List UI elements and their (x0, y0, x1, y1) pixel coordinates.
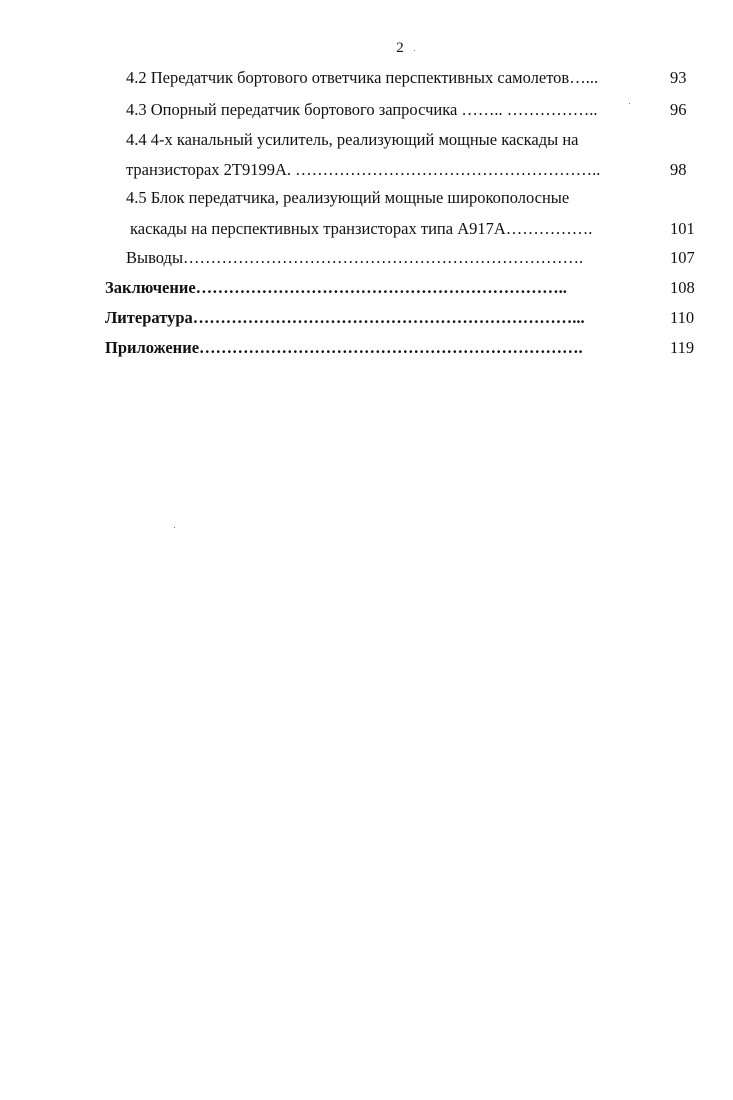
toc-entry-page: 119 (670, 338, 695, 357)
scan-speck (414, 50, 415, 51)
toc-entry-title: Заключение………………………………………………………….. (105, 278, 567, 297)
toc-entry-page: 101 (670, 219, 695, 238)
toc-entry-title: 4.2 Передатчик бортового ответчика перспективных самолетов…... (126, 68, 599, 87)
toc-entry-title: Литература……………………………………………………………... (105, 308, 585, 327)
toc-entry-page: 110 (670, 308, 695, 327)
page-number: 2 (396, 40, 404, 56)
scan-speck (629, 103, 630, 104)
toc-entry-title: 4.5 Блок передатчика, реализующий мощные широкополосные (126, 188, 570, 207)
toc-entry-title: Выводы………………………………………………………………. (126, 248, 584, 267)
toc-entry-title: Приложение……………………………………………………………. (105, 338, 583, 357)
toc-entry-title: транзисторах 2Т9199А. ……………………………………………….. (126, 160, 601, 179)
toc-entry-title: 4.3 Опорный передатчик бортового запросчика …….. …………….. (126, 100, 598, 119)
scan-speck (174, 527, 175, 528)
toc-entry-title: каскады на перспективных транзисторах типа А917А……………. (130, 219, 593, 238)
toc-entry-title: 4.4 4-х канальный усилитель, реализующий мощные каскады на (126, 130, 579, 149)
toc-entry-page: 96 (670, 100, 687, 119)
toc-entry-page: 93 (670, 68, 687, 87)
toc-entry-page: 98 (670, 160, 687, 179)
toc-entry-page: 107 (670, 248, 695, 267)
toc-entry-page: 108 (670, 278, 695, 297)
